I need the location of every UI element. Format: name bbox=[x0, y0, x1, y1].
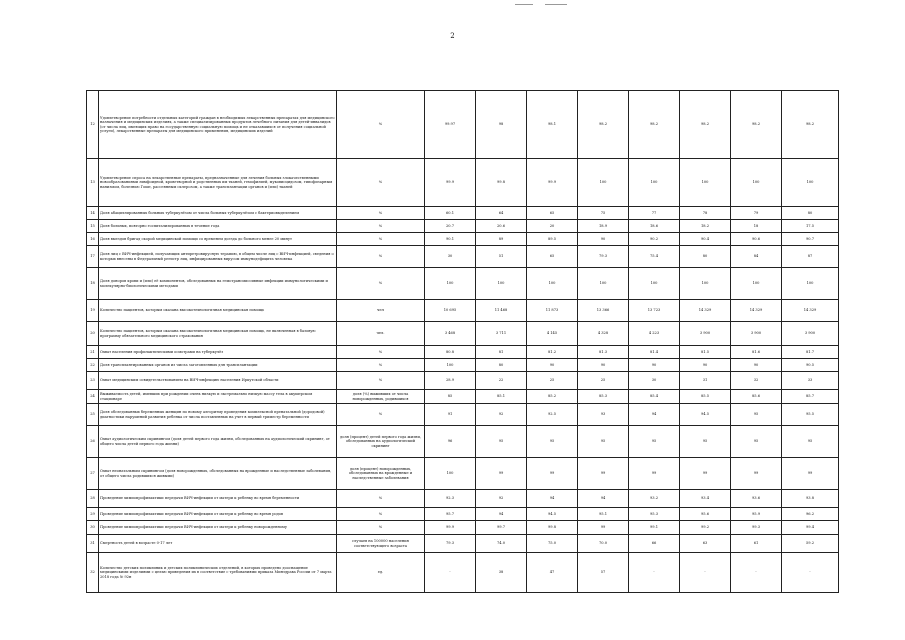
value-cell: 81.6 bbox=[731, 346, 782, 359]
value-cell: 98 bbox=[476, 91, 527, 159]
value-cell: 90.5 bbox=[782, 359, 839, 372]
indicator-name: Удовлетворение спроса на лекарственные препараты, предназначенные для лечения больных злокачественными новообразованиями лимфоидной, кроветворной и родственных им тканей, гемофилией, муковисцидозом, гипофизарным нанизмом, болезнью Гоше, рассеянным склерозом, а также трансплантации органов и (или) тканей bbox=[99, 159, 337, 207]
value-cell: 94 bbox=[578, 490, 629, 508]
value-cell: - bbox=[425, 553, 476, 593]
indicator-name: Выживаемость детей, имевших при рождении очень низкую и экстремально низкую массу тела в акушерском стационаре bbox=[99, 390, 337, 404]
value-cell: 90 bbox=[629, 359, 680, 372]
value-cell: 81.7 bbox=[782, 346, 839, 359]
value-cell: 47 bbox=[527, 553, 578, 593]
row-number: 23 bbox=[87, 372, 99, 390]
value-cell: 65 bbox=[527, 207, 578, 220]
value-cell: 85.1 bbox=[476, 390, 527, 404]
value-cell: 99.9 bbox=[425, 159, 476, 207]
indicator-name: Смертность детей в возрасте 0-17 лет bbox=[99, 535, 337, 553]
indicator-name: Охват медицинским освидетельствованием на ВИЧ-инфекцию населения Иркутской области bbox=[99, 372, 337, 390]
value-cell: 94 bbox=[629, 404, 680, 426]
unit-cell: доля (%) выживших от числа новорожденных, родившихся bbox=[337, 390, 425, 404]
indicator-name: Доля абациллированных больных туберкулёзом от числа больных туберкулёзом с бактериовыделением bbox=[99, 207, 337, 220]
value-cell: 92 bbox=[476, 404, 527, 426]
value-cell: 100 bbox=[425, 268, 476, 300]
value-cell: 100 bbox=[578, 268, 629, 300]
row-number: 14 bbox=[87, 207, 99, 220]
indicator-name: Охват неонатальным скринингом (доля новорожденных, обследованных на врожденные и наследственные заболевания, от общего числа родившихся живыми) bbox=[99, 458, 337, 490]
value-cell: 94 bbox=[527, 490, 578, 508]
value-cell: 78 bbox=[680, 207, 731, 220]
value-cell: 25 bbox=[578, 372, 629, 390]
table-row bbox=[87, 458, 839, 490]
indicators-table bbox=[86, 90, 839, 593]
table-row bbox=[87, 300, 839, 322]
value-cell: 99.1 bbox=[629, 521, 680, 535]
value-cell: 75 bbox=[578, 207, 629, 220]
table-row bbox=[87, 426, 839, 458]
value-cell: 90 bbox=[680, 359, 731, 372]
indicator-name: Охват аудиологическим скринингом (доля детей первого года жизни, обследованных на аудиологический скрининг, от общего числа детей первого года жизни) bbox=[99, 426, 337, 458]
value-cell: 99.4 bbox=[782, 521, 839, 535]
value-cell: 98.2 bbox=[731, 91, 782, 159]
value-cell: 57 bbox=[578, 553, 629, 593]
value-cell: 93.8 bbox=[782, 490, 839, 508]
value-cell: 99.2 bbox=[680, 521, 731, 535]
value-cell: 79.3 bbox=[578, 246, 629, 268]
unit-cell: % bbox=[337, 346, 425, 359]
row-number: 16 bbox=[87, 233, 99, 246]
value-cell: 18.6 bbox=[629, 220, 680, 233]
indicator-name: Количество пациентов, которым оказана высокотехнологичная медицинская помощь, не включенная в базовую программу обязательного медицинского страхования bbox=[99, 322, 337, 346]
value-cell: 4 328 bbox=[578, 322, 629, 346]
value-cell: 80 bbox=[782, 207, 839, 220]
table-row bbox=[87, 404, 839, 426]
value-cell: 75.4 bbox=[629, 246, 680, 268]
indicator-name: Доля обследованных беременных женщин по новому алгоритму проведения комплексной пренатальной (дородовой) диагностики нарушений развития ребенка от числа поставленных на учет в первый триместр беременности bbox=[99, 404, 337, 426]
value-cell: 32 bbox=[731, 372, 782, 390]
indicator-name: Доля выездов бригад скорой медицинской помощи со временем доезда до больного менее 20 минут bbox=[99, 233, 337, 246]
value-cell: 28.9 bbox=[425, 372, 476, 390]
value-cell: 33 bbox=[782, 372, 839, 390]
value-cell: 84 bbox=[731, 246, 782, 268]
value-cell: 10 695 bbox=[425, 300, 476, 322]
unit-cell: ед. bbox=[337, 553, 425, 593]
row-number: 32 bbox=[87, 553, 99, 593]
row-number: 28 bbox=[87, 490, 99, 508]
indicator-name: Количество пациентов, которым оказана высокотехнологичная медицинская помощь bbox=[99, 300, 337, 322]
value-cell: 94.5 bbox=[527, 508, 578, 521]
unit-cell: % bbox=[337, 490, 425, 508]
value-cell: 99 bbox=[680, 458, 731, 490]
row-number: 29 bbox=[87, 508, 99, 521]
value-cell: 81.5 bbox=[680, 346, 731, 359]
unit-cell: % bbox=[337, 372, 425, 390]
value-cell: 95.6 bbox=[680, 508, 731, 521]
value-cell: 95 bbox=[629, 426, 680, 458]
value-cell: 80.8 bbox=[425, 346, 476, 359]
value-cell: 14 329 bbox=[731, 300, 782, 322]
value-cell: 99 bbox=[476, 458, 527, 490]
table-row bbox=[87, 490, 839, 508]
value-cell: 94.5 bbox=[680, 404, 731, 426]
table-row bbox=[87, 521, 839, 535]
value-cell: 99 bbox=[782, 458, 839, 490]
unit-cell: доля (процент) детей первого года жизни, обследованных на аудиологический скрининг bbox=[337, 426, 425, 458]
value-cell: 75.0 bbox=[527, 535, 578, 553]
unit-cell: % bbox=[337, 159, 425, 207]
value-cell: 100 bbox=[731, 268, 782, 300]
unit-cell: % bbox=[337, 233, 425, 246]
value-cell: 81.3 bbox=[578, 346, 629, 359]
value-cell: 20 bbox=[527, 220, 578, 233]
value-cell: 3 468 bbox=[425, 322, 476, 346]
value-cell: 99.9 bbox=[425, 521, 476, 535]
value-cell: 85.3 bbox=[578, 390, 629, 404]
value-cell: 87 bbox=[782, 246, 839, 268]
value-cell: 31 bbox=[680, 372, 731, 390]
value-cell: 30 bbox=[425, 246, 476, 268]
value-cell: 85 bbox=[425, 390, 476, 404]
table-row bbox=[87, 346, 839, 359]
row-number: 13 bbox=[87, 159, 99, 207]
value-cell: 85.5 bbox=[680, 390, 731, 404]
value-cell: 100 bbox=[527, 268, 578, 300]
value-cell: 90 bbox=[731, 359, 782, 372]
row-number: 12 bbox=[87, 91, 99, 159]
indicator-name: Проведение химиопрофилактики передачи ВИЧ-инфекции от матери к ребенку во время родов bbox=[99, 508, 337, 521]
value-cell: 90.7 bbox=[782, 233, 839, 246]
value-cell: - bbox=[782, 553, 839, 593]
value-cell: 3 900 bbox=[680, 322, 731, 346]
value-cell: 90.1 bbox=[425, 233, 476, 246]
value-cell: - bbox=[731, 553, 782, 593]
value-cell: 95.5 bbox=[782, 404, 839, 426]
value-cell: 64 bbox=[476, 207, 527, 220]
value-cell: 11 468 bbox=[476, 300, 527, 322]
value-cell: 18.9 bbox=[578, 220, 629, 233]
value-cell: 99 bbox=[527, 458, 578, 490]
value-cell: 100 bbox=[782, 268, 839, 300]
row-number: 21 bbox=[87, 346, 99, 359]
value-cell: 85.6 bbox=[731, 390, 782, 404]
indicator-name: Проведение химиопрофилактики передачи ВИЧ-инфекции от матери к ребенку во время беременности bbox=[99, 490, 337, 508]
indicator-name: Проведение химиопрофилактики передачи ВИЧ-инфекции от матери к ребенку новорожденному bbox=[99, 521, 337, 535]
value-cell: 100 bbox=[425, 458, 476, 490]
scan-mark bbox=[515, 4, 533, 5]
value-cell: 3 900 bbox=[731, 322, 782, 346]
value-cell: 20.6 bbox=[476, 220, 527, 233]
value-cell: 70.0 bbox=[578, 535, 629, 553]
value-cell: 30 bbox=[629, 372, 680, 390]
value-cell: 99 bbox=[578, 521, 629, 535]
value-cell: 95.9 bbox=[731, 508, 782, 521]
value-cell: 95.1 bbox=[578, 508, 629, 521]
value-cell: 95 bbox=[476, 426, 527, 458]
row-number: 31 bbox=[87, 535, 99, 553]
value-cell: 3 711 bbox=[476, 322, 527, 346]
table-row bbox=[87, 207, 839, 220]
value-cell: 100 bbox=[629, 268, 680, 300]
unit-cell: чел bbox=[337, 300, 425, 322]
value-cell: 95.7 bbox=[425, 508, 476, 521]
table-row bbox=[87, 553, 839, 593]
value-cell: 85.4 bbox=[629, 390, 680, 404]
row-number: 25 bbox=[87, 404, 99, 426]
value-cell: 81.2 bbox=[527, 346, 578, 359]
value-cell: 38 bbox=[476, 553, 527, 593]
value-cell: 99.9 bbox=[527, 159, 578, 207]
value-cell: 99 bbox=[629, 458, 680, 490]
table-row bbox=[87, 535, 839, 553]
unit-cell: % bbox=[337, 508, 425, 521]
unit-cell: случаев на 100000 населения соответствующего возраста bbox=[337, 535, 425, 553]
value-cell: 90.2 bbox=[629, 233, 680, 246]
value-cell: 60.1 bbox=[425, 207, 476, 220]
row-number: 15 bbox=[87, 220, 99, 233]
value-cell: 99.8 bbox=[476, 159, 527, 207]
value-cell: 90 bbox=[578, 359, 629, 372]
value-cell: 94 bbox=[476, 508, 527, 521]
value-cell: 95 bbox=[782, 426, 839, 458]
row-number: 26 bbox=[87, 426, 99, 458]
value-cell: 81.4 bbox=[629, 346, 680, 359]
value-cell: 79.3 bbox=[425, 535, 476, 553]
value-cell: 95.3 bbox=[629, 508, 680, 521]
unit-cell: % bbox=[337, 268, 425, 300]
value-cell: 95 bbox=[731, 426, 782, 458]
value-cell: 51 bbox=[476, 246, 527, 268]
unit-cell: доля (процент) новорожденных, обследованных на врожденные и наследственные заболевания bbox=[337, 458, 425, 490]
indicator-name: Удовлетворение потребности отдельных категорий граждан в необходимых лекарственных препаратах для медицинского назначения и медицинских изделиях, а также специализированных продуктов лечебного питания для детей-инвалидов (от числа лиц, имеющих право на государственную социальную помощь и не отказавшихся от получения социальной услуги), лекарственные препараты для медицинского применения, медицинских изделий bbox=[99, 91, 337, 159]
value-cell: 4 223 bbox=[629, 322, 680, 346]
indicator-name: Охват населения профилактическими осмотрами на туберкулёз bbox=[99, 346, 337, 359]
value-cell: 89.5 bbox=[527, 233, 578, 246]
value-cell: 14 329 bbox=[782, 300, 839, 322]
value-cell: 99.7 bbox=[476, 521, 527, 535]
table-row bbox=[87, 322, 839, 346]
table-body bbox=[87, 91, 839, 593]
value-cell: 61 bbox=[731, 535, 782, 553]
value-cell: 85.7 bbox=[782, 390, 839, 404]
value-cell: 79 bbox=[731, 207, 782, 220]
value-cell: - bbox=[680, 553, 731, 593]
value-cell: 14 329 bbox=[680, 300, 731, 322]
indicator-name: Доля больных, повторно госпитализированных в течение года bbox=[99, 220, 337, 233]
value-cell: 93.6 bbox=[731, 490, 782, 508]
value-cell: 92.3 bbox=[425, 490, 476, 508]
unit-cell: % bbox=[337, 207, 425, 220]
value-cell: 17.5 bbox=[782, 220, 839, 233]
value-cell: 100 bbox=[476, 268, 527, 300]
row-number: 27 bbox=[87, 458, 99, 490]
value-cell: 90 bbox=[578, 233, 629, 246]
row-number: 22 bbox=[87, 359, 99, 372]
value-cell: 93 bbox=[578, 404, 629, 426]
value-cell: - bbox=[629, 553, 680, 593]
value-cell: 95 bbox=[731, 404, 782, 426]
value-cell: 98.1 bbox=[527, 91, 578, 159]
unit-cell: % bbox=[337, 246, 425, 268]
value-cell: 4 145 bbox=[527, 322, 578, 346]
table-row bbox=[87, 390, 839, 404]
value-cell: 100 bbox=[425, 359, 476, 372]
unit-cell: чел. bbox=[337, 322, 425, 346]
value-cell: 20.7 bbox=[425, 220, 476, 233]
value-cell: 90.4 bbox=[680, 233, 731, 246]
value-cell: 90 bbox=[527, 359, 578, 372]
value-cell: 92.5 bbox=[527, 404, 578, 426]
value-cell: 92 bbox=[476, 490, 527, 508]
value-cell: 100 bbox=[578, 159, 629, 207]
value-cell: 95 bbox=[578, 426, 629, 458]
table-row bbox=[87, 233, 839, 246]
row-number: 30 bbox=[87, 521, 99, 535]
value-cell: 96.2 bbox=[782, 508, 839, 521]
table-row bbox=[87, 220, 839, 233]
value-cell: 99.97 bbox=[425, 91, 476, 159]
value-cell: 22 bbox=[476, 372, 527, 390]
value-cell: 95 bbox=[680, 426, 731, 458]
unit-cell: % bbox=[337, 404, 425, 426]
value-cell: 81 bbox=[476, 346, 527, 359]
table-row bbox=[87, 246, 839, 268]
value-cell: 3 900 bbox=[782, 322, 839, 346]
scan-mark bbox=[545, 4, 567, 5]
value-cell: 66 bbox=[629, 535, 680, 553]
value-cell: 90.6 bbox=[731, 233, 782, 246]
value-cell: 99.3 bbox=[731, 521, 782, 535]
table-row bbox=[87, 372, 839, 390]
table-row bbox=[87, 91, 839, 159]
value-cell: 91 bbox=[425, 404, 476, 426]
row-number: 20 bbox=[87, 322, 99, 346]
value-cell: 99 bbox=[578, 458, 629, 490]
row-number: 17 bbox=[87, 246, 99, 268]
value-cell: 96 bbox=[425, 426, 476, 458]
value-cell: 98.2 bbox=[629, 91, 680, 159]
value-cell: 99.8 bbox=[527, 521, 578, 535]
value-cell: 80 bbox=[680, 246, 731, 268]
value-cell: 25 bbox=[527, 372, 578, 390]
value-cell: 93.2 bbox=[629, 490, 680, 508]
table-row bbox=[87, 268, 839, 300]
indicator-name: Доля трансплантированных органов из числа заготовленных для трансплантации bbox=[99, 359, 337, 372]
value-cell: 80 bbox=[476, 359, 527, 372]
value-cell: 63 bbox=[680, 535, 731, 553]
value-cell: 85.2 bbox=[527, 390, 578, 404]
unit-cell: % bbox=[337, 91, 425, 159]
indicator-name: Доля лиц с ВИЧ-инфекцией, получающих антиретровирусную терапию, в общем числе лиц с ВИЧ-инфекцией, сведения о которых внесены в Федеральный регистр лиц, инфицированных вирусом иммунодефицита человека bbox=[99, 246, 337, 268]
table-row bbox=[87, 159, 839, 207]
page-number: 2 bbox=[450, 32, 455, 40]
value-cell: 99 bbox=[731, 458, 782, 490]
unit-cell: % bbox=[337, 521, 425, 535]
value-cell: 95 bbox=[527, 426, 578, 458]
row-number: 19 bbox=[87, 300, 99, 322]
value-cell: 65 bbox=[527, 246, 578, 268]
value-cell: 98.2 bbox=[680, 91, 731, 159]
value-cell: 13 723 bbox=[629, 300, 680, 322]
value-cell: 100 bbox=[680, 268, 731, 300]
value-cell: 11 873 bbox=[527, 300, 578, 322]
value-cell: 93.4 bbox=[680, 490, 731, 508]
value-cell: 100 bbox=[731, 159, 782, 207]
value-cell: 100 bbox=[680, 159, 731, 207]
value-cell: 18.2 bbox=[680, 220, 731, 233]
row-number: 18 bbox=[87, 268, 99, 300]
value-cell: 59.2 bbox=[782, 535, 839, 553]
unit-cell: % bbox=[337, 220, 425, 233]
value-cell: 77 bbox=[629, 207, 680, 220]
value-cell: 98.2 bbox=[578, 91, 629, 159]
value-cell: 89 bbox=[476, 233, 527, 246]
indicator-name: Доля доноров крови и (или) её компонентов, обследованных на гемотрансмиссивные инфекции иммунологическими и молекулярно-биологическими методами bbox=[99, 268, 337, 300]
unit-cell: % bbox=[337, 359, 425, 372]
indicator-name: Количество детских поликлиник и детских поликлинических отделений, в которых проведено дооснащение медицинскими изделиями с целью приведения их в соответствие с требованиями приказа Минздрава России от 7 марта 2018 года № 92н bbox=[99, 553, 337, 593]
table-row bbox=[87, 359, 839, 372]
value-cell: 100 bbox=[782, 159, 839, 207]
value-cell: 100 bbox=[629, 159, 680, 207]
row-number: 24 bbox=[87, 390, 99, 404]
value-cell: 74.0 bbox=[476, 535, 527, 553]
value-cell: 13 366 bbox=[578, 300, 629, 322]
value-cell: 18 bbox=[731, 220, 782, 233]
value-cell: 98.2 bbox=[782, 91, 839, 159]
table-row bbox=[87, 508, 839, 521]
